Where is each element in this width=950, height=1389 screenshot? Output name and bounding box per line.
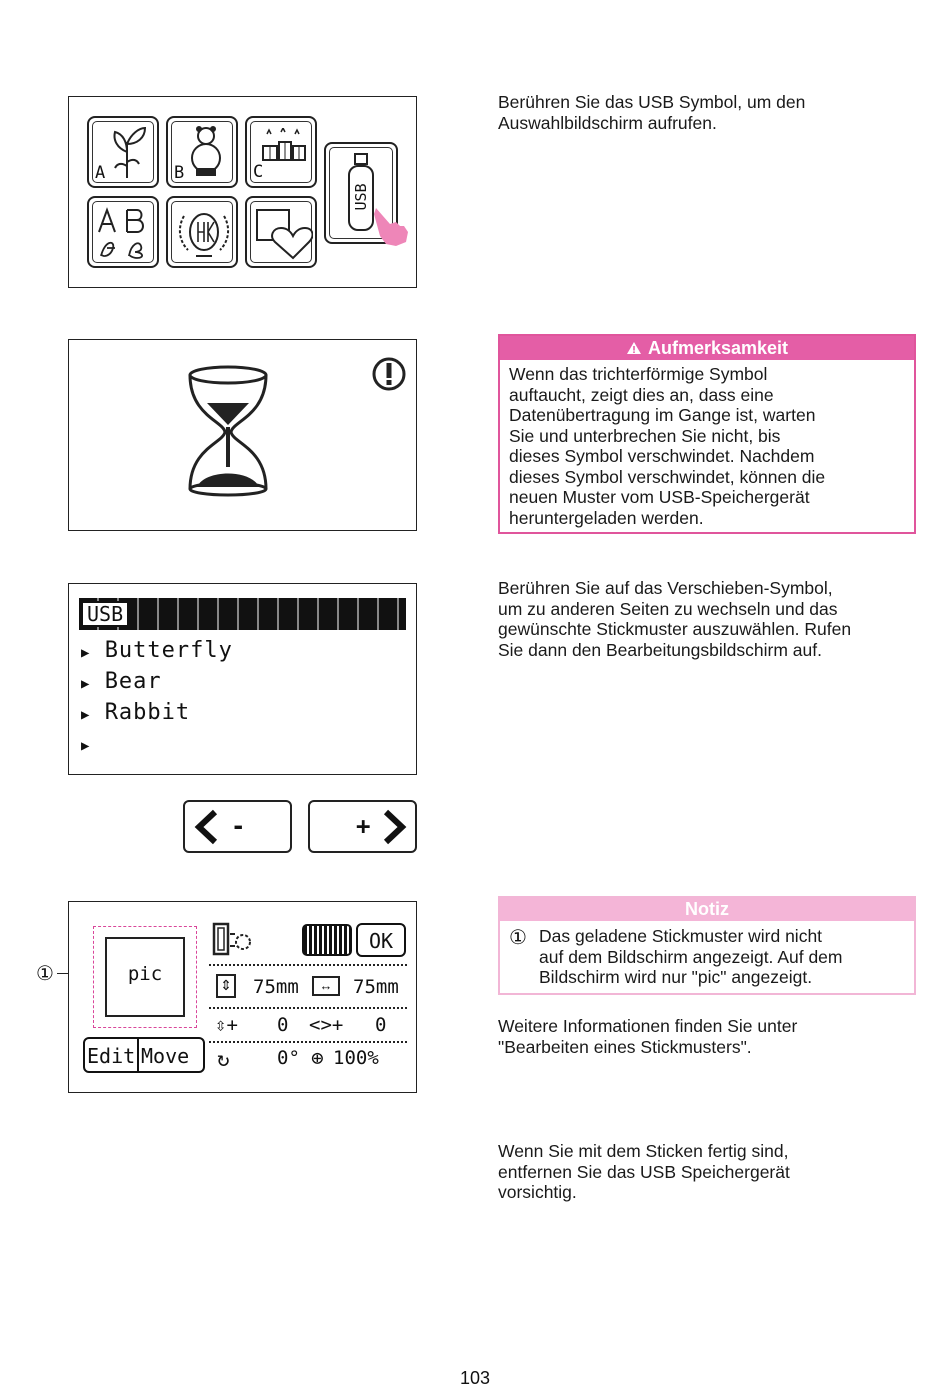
category-screen (68, 96, 417, 288)
text-line: Das geladene Stickmuster wird nicht (539, 926, 823, 946)
edit-screen (68, 901, 417, 1093)
zoom-icon: ⊕ (311, 1046, 324, 1070)
monogram-icon (174, 206, 234, 262)
instruction-usb (498, 92, 805, 133)
play-arrow-icon: ▶ (81, 738, 91, 754)
tile-letter-c: C (253, 162, 264, 182)
flower-icon (109, 122, 149, 180)
instruction-select (498, 578, 851, 660)
text-line: Weitere Informationen finden Sie unter (498, 1016, 798, 1036)
move-button[interactable] (137, 1037, 205, 1073)
horizontal-offset-icon: <>+ (309, 1014, 344, 1036)
list-item-label: Rabbit (104, 700, 191, 725)
text-line: dieses Symbol verschwindet. Nachdem (509, 446, 815, 466)
warning-triangle-icon (626, 341, 642, 355)
warning-body (509, 364, 825, 528)
height-value: 75mm (253, 976, 299, 998)
chevron-left-icon (193, 809, 219, 845)
transfer-screen (68, 339, 417, 531)
instruction-more-info (498, 1016, 797, 1057)
category-tile-c[interactable] (245, 116, 317, 188)
list-header-bar (79, 598, 406, 630)
vertical-offset-value: 0 (277, 1014, 289, 1036)
play-arrow-icon: ▶ (81, 676, 91, 692)
list-item[interactable] (81, 638, 233, 663)
alphabet-icon (95, 204, 155, 264)
text-line: auftaucht, zeigt dies an, dass eine (509, 384, 774, 405)
hoop-icon (211, 922, 269, 960)
warning-box (498, 334, 916, 534)
previous-page-label: - (231, 812, 246, 840)
height-icon: ⇕ (216, 974, 236, 998)
usb-label: USB (352, 183, 370, 211)
edit-label: Edit (87, 1044, 136, 1068)
list-item-label: Butterfly (104, 638, 233, 663)
rotate-icon: ↻ (217, 1047, 230, 1071)
text-line: vorsichtig. (498, 1182, 577, 1202)
text-line: "Bearbeiten eines Stickmusters". (498, 1036, 752, 1057)
pointing-hand-icon (370, 204, 410, 248)
text-line: Datenübertragung im Gange ist, warten (509, 405, 816, 425)
text-line: Auswahlbildschirm aufrufen. (498, 112, 717, 133)
category-tile-shapes[interactable] (245, 196, 317, 268)
horizontal-offset-value: 0 (375, 1014, 387, 1036)
text-line: um zu anderen Seiten zu wechseln und das (498, 598, 838, 619)
square-heart-icon (253, 206, 313, 262)
list-item-label: Bear (104, 669, 162, 694)
gift-icon (259, 128, 309, 168)
text-line: dieses Symbol verschwindet, können die (509, 466, 826, 487)
category-tile-a[interactable] (87, 116, 159, 188)
animal-icon (184, 124, 228, 180)
category-tile-b[interactable] (166, 116, 238, 188)
text-line: Sie dann den Bearbeitungsbildschirm auf. (498, 639, 822, 660)
text-line: Bildschirm wird nur "pic" angezeigt. (539, 967, 813, 987)
list-header-label: USB (81, 601, 129, 627)
preview-placeholder: pic (127, 963, 163, 985)
text-line: heruntergeladen werden. (509, 507, 704, 528)
text-line: gewünschte Stickmuster auszuwählen. Rufen (498, 619, 852, 639)
text-line: Sie und unterbrechen Sie nicht, bis (509, 425, 781, 446)
edit-button[interactable] (83, 1037, 139, 1073)
callout-marker: ① (36, 963, 54, 985)
move-label: Move (141, 1044, 190, 1068)
ok-button[interactable] (356, 923, 406, 957)
rotation-value-icon: 0° (277, 1047, 300, 1069)
note-body (539, 926, 843, 988)
divider (209, 1007, 407, 1009)
text-line: Berühren Sie das USB Symbol, um den (498, 92, 806, 112)
previous-page-button[interactable] (183, 800, 292, 853)
divider (209, 964, 407, 966)
play-arrow-icon: ▶ (81, 707, 91, 723)
next-page-label: + (356, 812, 371, 840)
text-line: neuen Muster vom USB-Speichergerät (509, 487, 810, 507)
zoom-value: 100% (333, 1047, 379, 1069)
note-box (498, 896, 916, 995)
play-arrow-icon: ▶ (81, 645, 91, 661)
tile-letter-b: B (174, 163, 185, 183)
warning-header (500, 336, 914, 360)
category-tile-monogram[interactable] (166, 196, 238, 268)
pattern-preview (105, 937, 185, 1017)
width-value: 75mm (353, 976, 399, 998)
list-item[interactable] (81, 700, 190, 725)
note-marker: ① (509, 927, 527, 949)
usb-tile[interactable] (324, 142, 398, 244)
tile-letter-a: A (95, 163, 106, 183)
text-line: Wenn das trichterförmige Symbol (509, 364, 768, 384)
alert-icon (371, 356, 407, 392)
text-line: auf dem Bildschirm angezeigt. Auf dem (539, 946, 843, 967)
text-line: Wenn Sie mit dem Sticken fertig sind, (498, 1141, 789, 1161)
ok-label: OK (368, 929, 394, 953)
instruction-remove-usb (498, 1141, 790, 1203)
usb-list-screen (68, 583, 417, 775)
text-line: entfernen Sie das USB Speichergerät (498, 1161, 790, 1182)
warning-title: Aufmerksamkeit (647, 338, 789, 358)
text-line: Berühren Sie auf das Verschieben-Symbol, (498, 578, 833, 598)
thread-icon[interactable] (302, 924, 352, 956)
hourglass-icon (185, 365, 271, 499)
pattern-preview-frame (93, 926, 197, 1028)
next-page-button[interactable] (308, 800, 417, 853)
chevron-right-icon (382, 809, 408, 845)
width-icon: ↔ (312, 976, 340, 996)
list-item[interactable] (81, 731, 90, 756)
category-tile-alphabet[interactable] (87, 196, 159, 268)
note-header: Notiz (500, 898, 914, 921)
list-item[interactable] (81, 669, 162, 694)
vertical-offset-icon: ⇳+ (215, 1014, 238, 1036)
page-number: 103 (459, 1368, 491, 1388)
divider (209, 1041, 407, 1043)
